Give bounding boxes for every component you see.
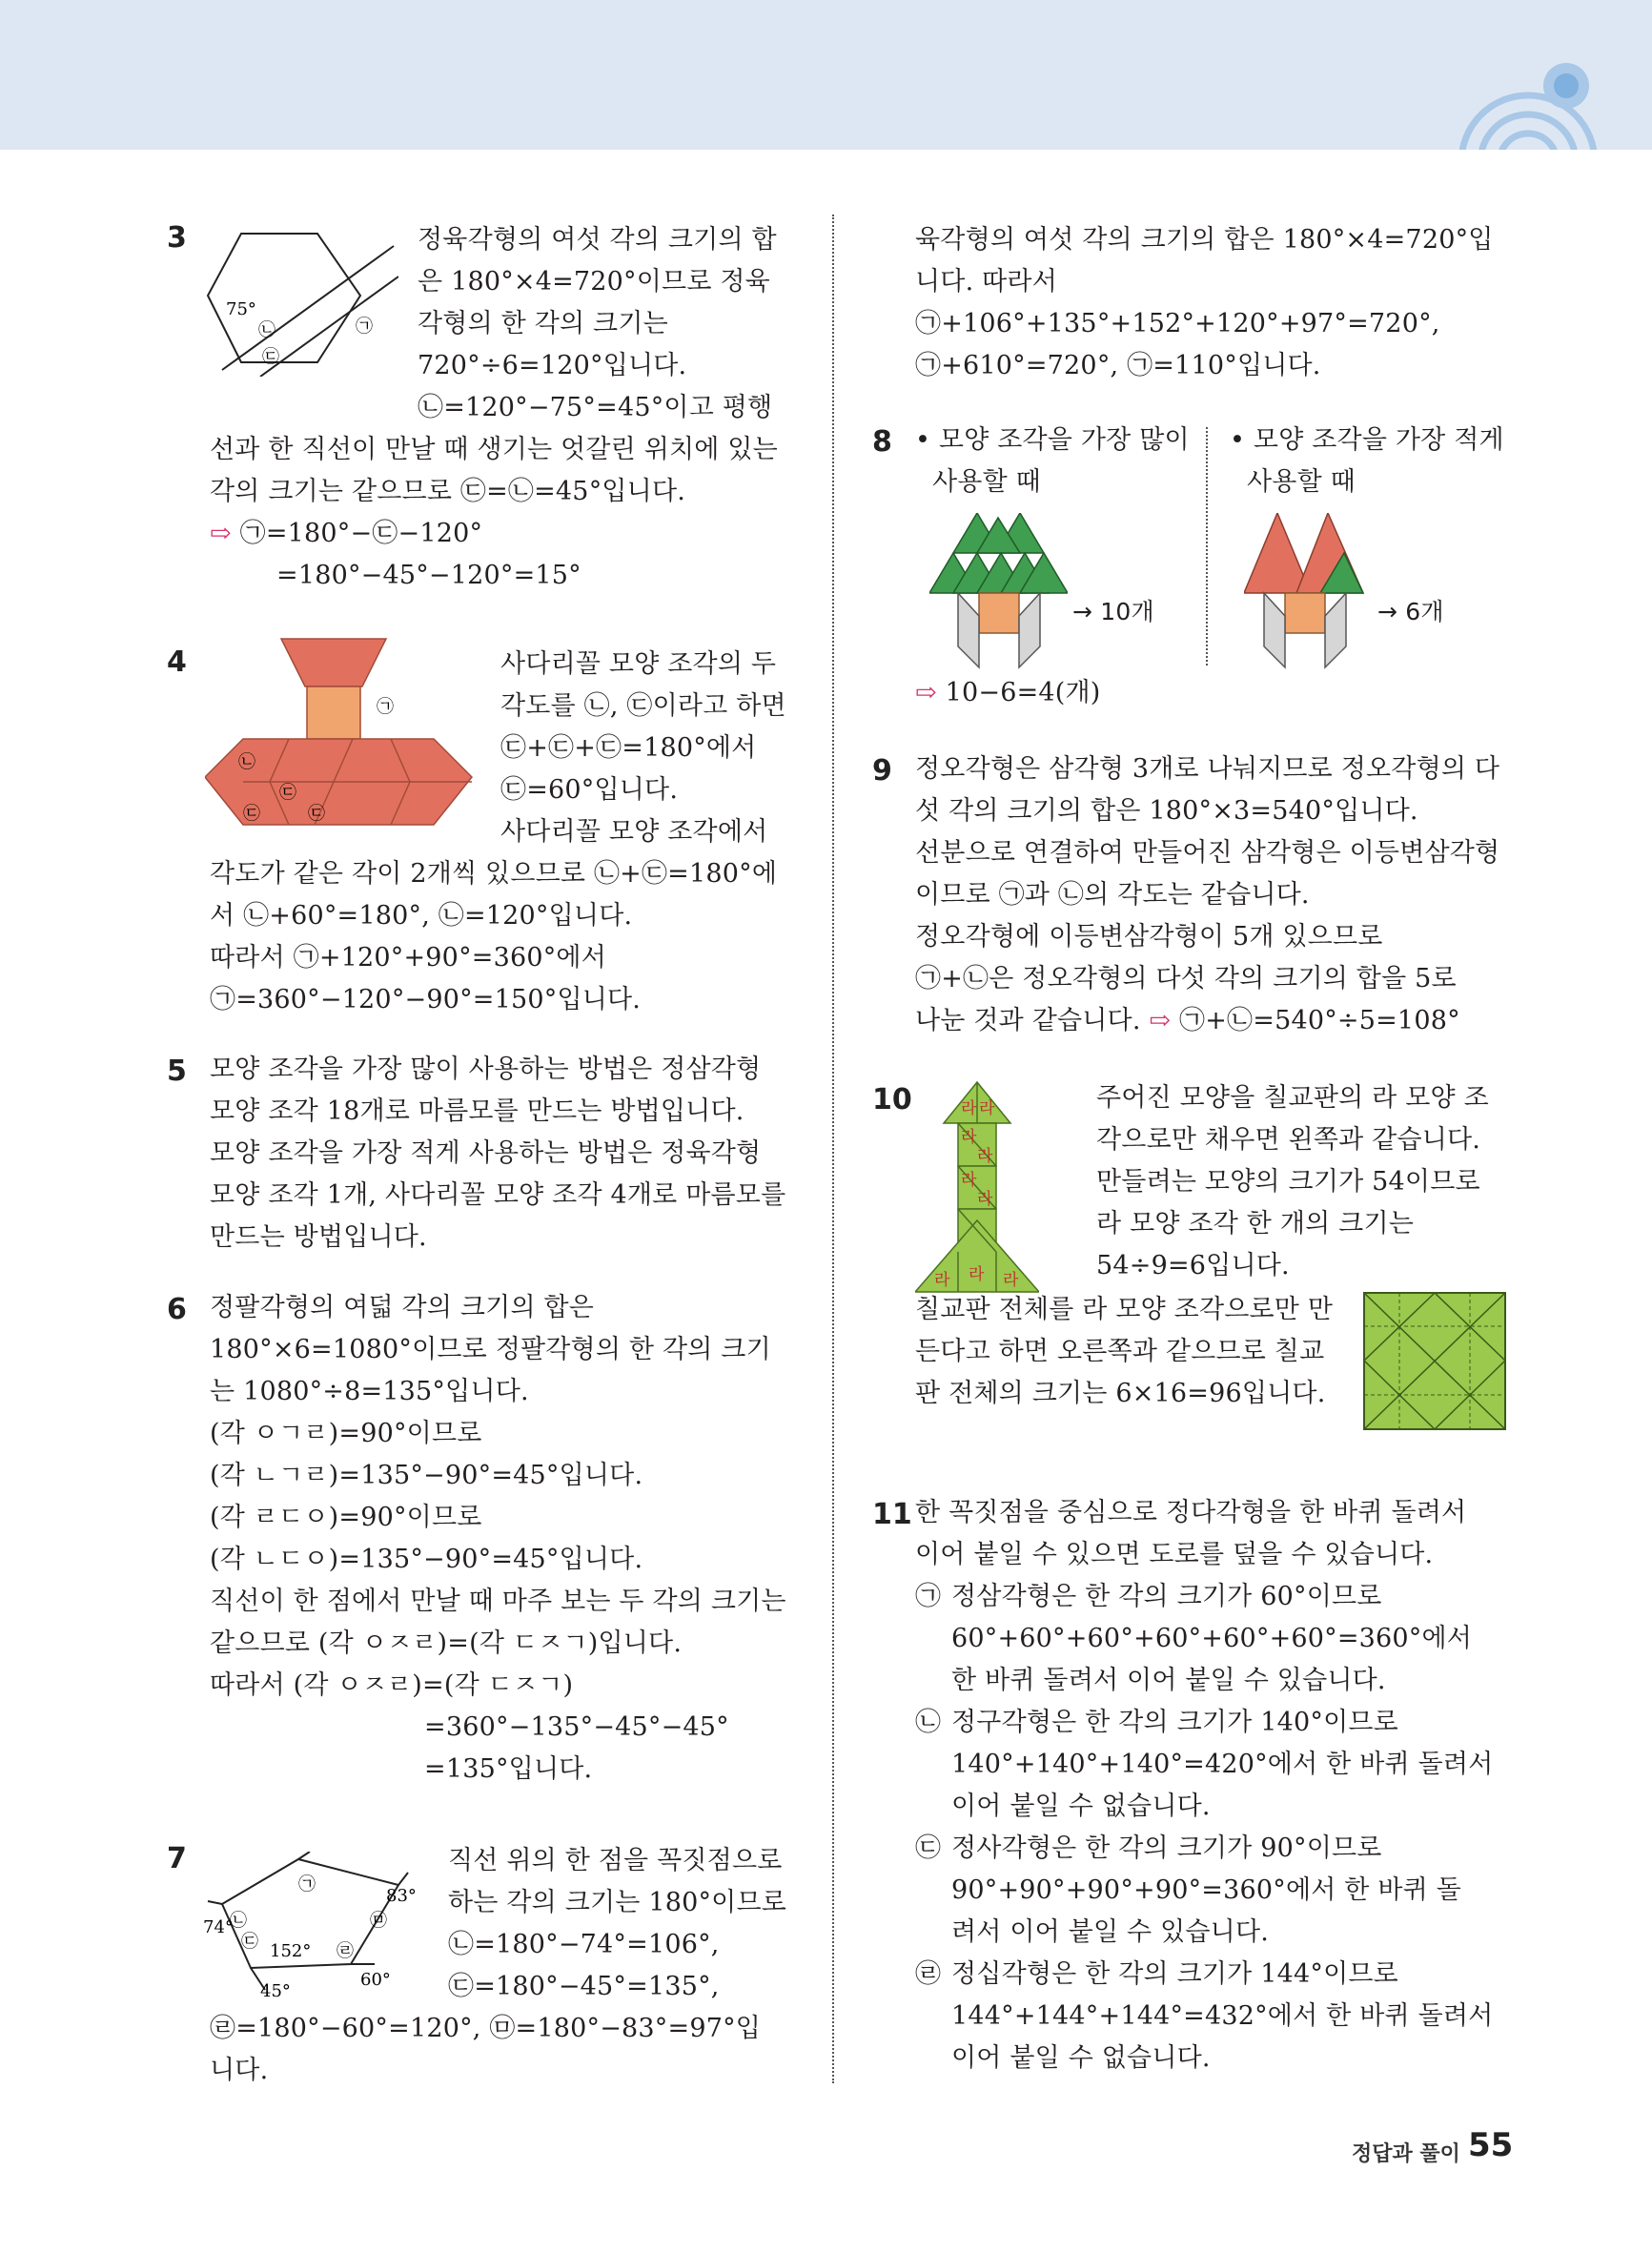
page-number: 55 bbox=[1468, 2126, 1514, 2164]
text-line: 각형의 한 각의 크기는 bbox=[418, 309, 668, 338]
angle-g-label: ㉠ bbox=[377, 697, 394, 717]
text-line: =180°−45°−120°=15° bbox=[276, 561, 581, 590]
count-label bbox=[1377, 591, 1444, 633]
text-line: ㉢=180°−45°=135°, bbox=[448, 1972, 720, 2001]
hexagon-figure bbox=[203, 219, 398, 377]
text-line: 섯 각의 크기의 합은 180°×3=540°입니다. bbox=[915, 796, 1418, 826]
arrow-icon: ⇨ bbox=[1149, 1006, 1172, 1035]
item-marker: ㉢ bbox=[915, 1833, 942, 1863]
text-line: 사용할 때 bbox=[1247, 467, 1356, 497]
angle-l-label: ㉡ bbox=[238, 752, 255, 772]
text-line: 54÷9=6입니다. bbox=[1096, 1251, 1290, 1280]
angle-g-label: ㉠ bbox=[298, 1874, 316, 1895]
item-marker: ㉠ bbox=[915, 1582, 942, 1611]
angle-l-label: ㉡ bbox=[258, 320, 275, 340]
text-line: 정육각형의 여섯 각의 크기의 합 bbox=[418, 225, 777, 255]
piece-label: 라 bbox=[969, 1265, 985, 1284]
text-line: 이어 붙일 수 있으면 도로를 덮을 수 있습니다. bbox=[915, 1540, 1434, 1569]
problem-number: 10 bbox=[872, 1083, 912, 1116]
answer-text: ㉠=180°−㉢−120° bbox=[239, 519, 483, 548]
text-line: 든다고 하면 오른쪽과 같으므로 칠교 bbox=[915, 1337, 1325, 1366]
angle-60-label: 60° bbox=[360, 1970, 391, 1990]
text-line: ㉣=180°−60°=120°, ㉤=180°−83°=97°입 bbox=[210, 2014, 762, 2043]
text-line: (각 ㄹㄷㅇ)=90°이므로 bbox=[210, 1503, 482, 1532]
text-line: • 모양 조각을 가장 적게 bbox=[1230, 425, 1504, 455]
decorative-circles-icon bbox=[1442, 38, 1614, 150]
text-line: 144°+144°+144°=432°에서 한 바퀴 돌려서 bbox=[951, 2001, 1494, 2031]
angle-l-label: ㉡ bbox=[230, 1911, 247, 1931]
tree-figure-few bbox=[1244, 513, 1368, 670]
text-line: 선과 한 직선이 만날 때 생기는 엇갈린 위치에 있는 bbox=[210, 435, 778, 464]
text-line: ㉡=180°−74°=106°, bbox=[448, 1930, 720, 1959]
problem-number: 6 bbox=[167, 1293, 187, 1326]
problem-number: 7 bbox=[167, 1842, 187, 1875]
tangram-arrow-figure bbox=[915, 1077, 1039, 1297]
text-line: 90°+90°+90°+90°=360°에서 한 바퀴 돌 bbox=[951, 1875, 1461, 1905]
text-line: 따라서 (각 ㅇㅈㄹ)=(각 ㄷㅈㄱ) bbox=[210, 1670, 574, 1700]
arrow-icon: ⇨ bbox=[210, 519, 232, 548]
text-line: 정오각형에 이등변삼각형이 5개 있으므로 bbox=[915, 922, 1383, 952]
text-line: 정구각형은 한 각의 크기가 140°이므로 bbox=[951, 1708, 1398, 1737]
problem-number: 4 bbox=[167, 645, 187, 679]
count-text: → 6개 bbox=[1377, 598, 1444, 625]
text-line: 니다. bbox=[210, 2056, 269, 2085]
text-line: 이어 붙일 수 없습니다. bbox=[951, 2043, 1211, 2073]
text-line: 판 전체의 크기는 6×16=96입니다. bbox=[915, 1379, 1326, 1408]
text-line: 이므로 ㉠과 ㉡의 각도는 같습니다. bbox=[915, 880, 1310, 910]
pattern-block-figure bbox=[205, 634, 491, 830]
text-line: 려서 이어 붙일 수 있습니다. bbox=[951, 1917, 1270, 1947]
item-marker: ㉡ bbox=[915, 1708, 942, 1737]
text-line: 직선 위의 한 점을 꼭짓점으로 bbox=[448, 1846, 783, 1875]
text-line: ㉠+610°=720°, ㉠=110°입니다. bbox=[915, 351, 1321, 380]
answer-text: 10−6=4(개) bbox=[945, 678, 1101, 707]
text-line: 따라서 ㉠+120°+90°=360°에서 bbox=[210, 943, 606, 973]
problem-number: 11 bbox=[872, 1498, 912, 1531]
text-line: 한 꼭짓점을 중심으로 정다각형을 한 바퀴 돌려서 bbox=[915, 1498, 1467, 1527]
problem-number: 3 bbox=[167, 221, 187, 255]
footer-label: 정답과 풀이 bbox=[1352, 2142, 1460, 2166]
text-line: (각 ㅇㄱㄹ)=90°이므로 bbox=[210, 1419, 482, 1448]
text-line: 사용할 때 bbox=[932, 467, 1041, 497]
text-line: ㉠+㉡은 정오각형의 다섯 각의 크기의 합을 5로 bbox=[915, 964, 1457, 993]
answer-text: ㉠+㉡=540°÷5=108° bbox=[1179, 1006, 1460, 1035]
text-line: 60°+60°+60°+60°+60°+60°=360°에서 bbox=[951, 1624, 1473, 1653]
angle-d-label: ㉢ bbox=[308, 804, 325, 824]
text-line: 은 180°×4=720°이므로 정육 bbox=[418, 267, 770, 297]
text-line: 주어진 모양을 칠교판의 라 모양 조 bbox=[1096, 1083, 1489, 1113]
text-line: 정삼각형은 한 각의 크기가 60°이므로 bbox=[951, 1582, 1382, 1611]
piece-label: 라 bbox=[977, 1190, 993, 1209]
angle-d-label: ㉢ bbox=[241, 1932, 258, 1952]
count-text: → 10개 bbox=[1072, 598, 1154, 625]
piece-label: 라 bbox=[961, 1128, 977, 1147]
arrow-icon: ⇨ bbox=[915, 678, 937, 707]
text-line: 각도가 같은 각이 2개씩 있으므로 ㉡+㉢=180°에 bbox=[210, 859, 778, 889]
text-line: 선분으로 연결하여 만들어진 삼각형은 이등변삼각형 bbox=[915, 838, 1500, 868]
tangram-square-figure bbox=[1363, 1292, 1506, 1430]
item-marker: ㉣ bbox=[915, 1959, 942, 1989]
angle-74-label: 74° bbox=[203, 1917, 234, 1937]
text-line: 모양 조각을 가장 적게 사용하는 방법은 정육각형 bbox=[210, 1138, 762, 1168]
text-line: 만드는 방법입니다. bbox=[210, 1222, 427, 1252]
angle-m-label: ㉤ bbox=[370, 1911, 387, 1931]
piece-label: 라 bbox=[934, 1271, 950, 1290]
answer-line bbox=[915, 1000, 1460, 1042]
text-line: 니다. 따라서 bbox=[915, 267, 1057, 297]
angle-152-label: 152° bbox=[270, 1941, 312, 1961]
text-line: 각의 크기는 같으므로 ㉢=㉡=45°입니다. bbox=[210, 477, 686, 506]
text-line: (각 ㄴㄷㅇ)=135°−90°=45°입니다. bbox=[210, 1545, 643, 1574]
text-line: 모양 조각 18개로 마름모를 만드는 방법입니다. bbox=[210, 1096, 744, 1126]
piece-label: 라 bbox=[1003, 1271, 1019, 1290]
answer-line bbox=[210, 513, 482, 555]
text-line: 나눈 것과 같습니다. bbox=[915, 1006, 1141, 1035]
text-line: 정사각형은 한 각의 크기가 90°이므로 bbox=[951, 1833, 1382, 1863]
text-line: ㉠+106°+135°+152°+120°+97°=720°, bbox=[915, 309, 1440, 338]
text-line: 정십각형은 한 각의 크기가 144°이므로 bbox=[951, 1959, 1398, 1989]
angle-d-label: ㉢ bbox=[243, 804, 260, 824]
text-line: • 모양 조각을 가장 많이 bbox=[915, 425, 1190, 455]
text-line: 정오각형은 삼각형 3개로 나눠지므로 정오각형의 다 bbox=[915, 754, 1500, 784]
angle-d-label: ㉢ bbox=[262, 347, 279, 367]
text-line: ㉠=360°−120°−90°=150°입니다. bbox=[210, 985, 642, 1014]
text-line: 각도를 ㉡, ㉢이라고 하면 bbox=[500, 691, 786, 721]
answer-line bbox=[915, 672, 1101, 714]
text-line: 사다리꼴 모양 조각의 두 bbox=[500, 649, 777, 679]
piece-label: 라 bbox=[961, 1099, 977, 1118]
text-line: 이어 붙일 수 없습니다. bbox=[951, 1792, 1211, 1821]
text-line: 만들려는 모양의 크기가 54이므로 bbox=[1096, 1167, 1480, 1197]
text-line: (각 ㄴㄱㄹ)=135°−90°=45°입니다. bbox=[210, 1461, 643, 1490]
text-line: 720°÷6=120°입니다. bbox=[418, 351, 687, 380]
text-line: ㉡=120°−75°=45°이고 평행 bbox=[418, 393, 773, 422]
column-divider bbox=[832, 215, 834, 2083]
text-line: =360°−135°−45°−45° bbox=[424, 1712, 729, 1742]
text-line: 각으로만 채우면 왼쪽과 같습니다. bbox=[1096, 1125, 1481, 1155]
text-line: 하는 각의 크기는 180°이므로 bbox=[448, 1888, 787, 1917]
text-line: 140°+140°+140°=420°에서 한 바퀴 돌려서 bbox=[951, 1750, 1494, 1779]
text-line: ㉢=60°입니다. bbox=[500, 775, 679, 805]
piece-label: 라 bbox=[977, 1147, 993, 1166]
pentagon-figure bbox=[203, 1852, 422, 1999]
piece-label: 라 bbox=[979, 1099, 995, 1118]
text-line: 모양 조각을 가장 많이 사용하는 방법은 정삼각형 bbox=[210, 1055, 762, 1084]
text-line: 180°×6=1080°이므로 정팔각형의 한 각의 크기 bbox=[210, 1335, 771, 1364]
angle-83-label: 83° bbox=[386, 1886, 417, 1906]
text-line: 칠교판 전체를 라 모양 조각으로만 만 bbox=[915, 1295, 1334, 1324]
text-line: ㉢+㉢+㉢=180°에서 bbox=[500, 733, 757, 763]
angle-45-label: 45° bbox=[260, 1981, 291, 1999]
problem-number: 5 bbox=[167, 1055, 187, 1088]
tree-figure-many bbox=[929, 513, 1068, 670]
text-line: 모양 조각 1개, 사다리꼴 모양 조각 4개로 마름모를 bbox=[210, 1180, 786, 1210]
text-line: 는 1080°÷8=135°입니다. bbox=[210, 1377, 529, 1406]
text-line: 라 모양 조각 한 개의 크기는 bbox=[1096, 1209, 1415, 1239]
header-band bbox=[0, 0, 1652, 150]
text-line: 사다리꼴 모양 조각에서 bbox=[500, 817, 768, 847]
text-line: 직선이 한 점에서 만날 때 마주 보는 두 각의 크기는 bbox=[210, 1587, 786, 1616]
angle-g-label: ㉠ bbox=[356, 317, 373, 337]
piece-label: 라 bbox=[961, 1171, 977, 1190]
problem-number: 8 bbox=[872, 425, 892, 459]
option-divider bbox=[1206, 427, 1208, 666]
text-line: 같으므로 (각 ㅇㅈㄹ)=(각 ㄷㅈㄱ)입니다. bbox=[210, 1628, 683, 1658]
problem-number: 9 bbox=[872, 754, 892, 788]
text-line: 한 바퀴 돌려서 이어 붙일 수 있습니다. bbox=[951, 1666, 1386, 1695]
text-line: 정팔각형의 여덟 각의 크기의 합은 bbox=[210, 1293, 595, 1322]
text-line: 육각형의 여섯 각의 크기의 합은 180°×4=720°입 bbox=[915, 225, 1494, 255]
count-label bbox=[1072, 591, 1154, 633]
angle-r-label: ㉣ bbox=[337, 1941, 354, 1961]
text-line: =135°입니다. bbox=[424, 1754, 593, 1784]
text-line: 서 ㉡+60°=180°, ㉡=120°입니다. bbox=[210, 901, 633, 931]
angle-d-label: ㉢ bbox=[279, 783, 296, 803]
angle-75-label: 75° bbox=[226, 299, 256, 319]
